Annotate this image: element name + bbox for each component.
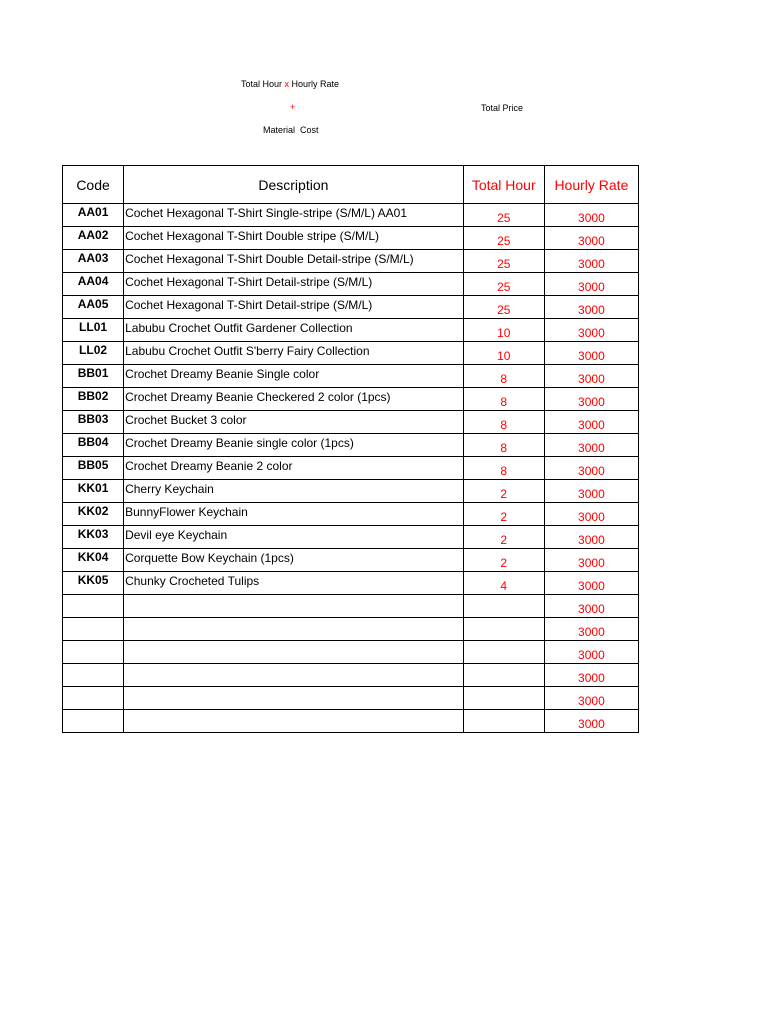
table-row[interactable] <box>63 503 639 526</box>
hourly-rate-cell[interactable]: 3000 <box>544 480 638 503</box>
description-cell[interactable]: Crochet Bucket 3 color <box>124 411 464 434</box>
total-hour-cell[interactable]: 25 <box>463 204 544 227</box>
description-cell[interactable]: Chunky Crocheted Tulips <box>124 572 464 595</box>
table-row[interactable] <box>63 434 639 457</box>
code-cell[interactable] <box>63 710 124 733</box>
header-code: Code <box>63 166 124 204</box>
table-row[interactable] <box>63 572 639 595</box>
formula-plus-sign: + <box>290 102 296 112</box>
hourly-rate-cell[interactable]: 3000 <box>544 526 638 549</box>
total-hour-cell[interactable] <box>463 618 544 641</box>
description-cell[interactable]: Devil eye Keychain <box>124 526 464 549</box>
hourly-rate-cell[interactable]: 3000 <box>544 434 638 457</box>
hourly-rate-cell[interactable]: 3000 <box>544 204 638 227</box>
hourly-rate-cell[interactable]: 3000 <box>544 296 638 319</box>
hourly-rate-cell[interactable]: 3000 <box>544 549 638 572</box>
code-cell[interactable]: LL02 <box>63 342 124 365</box>
total-hour-cell[interactable]: 8 <box>463 388 544 411</box>
code-cell[interactable] <box>63 641 124 664</box>
table-header-row <box>63 166 639 204</box>
total-hour-cell[interactable]: 10 <box>463 319 544 342</box>
hourly-rate-cell[interactable]: 3000 <box>544 319 638 342</box>
description-cell[interactable]: BunnyFlower Keychain <box>124 503 464 526</box>
hourly-rate-cell[interactable]: 3000 <box>544 365 638 388</box>
hourly-rate-cell[interactable]: 3000 <box>544 388 638 411</box>
total-hour-cell[interactable]: 8 <box>463 411 544 434</box>
header-description: Description <box>124 166 464 204</box>
code-cell[interactable]: BB05 <box>63 457 124 480</box>
total-hour-cell[interactable]: 2 <box>463 503 544 526</box>
table-row[interactable] <box>63 204 639 227</box>
total-hour-cell[interactable]: 10 <box>463 342 544 365</box>
formula-hourly-rate-text: Hourly Rate <box>289 79 340 89</box>
table-row[interactable] <box>63 365 639 388</box>
table-row[interactable] <box>63 296 639 319</box>
description-cell[interactable] <box>124 664 464 687</box>
total-hour-cell[interactable]: 25 <box>463 250 544 273</box>
table-row[interactable] <box>63 227 639 250</box>
code-cell[interactable]: LL01 <box>63 319 124 342</box>
total-hour-cell[interactable]: 25 <box>463 227 544 250</box>
table-body <box>63 204 639 733</box>
code-cell[interactable]: AA01 <box>63 204 124 227</box>
table-row[interactable] <box>63 549 639 572</box>
table-row[interactable] <box>63 618 639 641</box>
header-hourly-rate: Hourly Rate <box>544 166 638 204</box>
total-hour-cell[interactable]: 8 <box>463 365 544 388</box>
total-hour-cell[interactable]: 8 <box>463 434 544 457</box>
code-cell[interactable]: KK05 <box>63 572 124 595</box>
description-cell[interactable] <box>124 641 464 664</box>
hourly-rate-cell[interactable]: 3000 <box>544 273 638 296</box>
hourly-rate-cell[interactable]: 3000 <box>544 641 638 664</box>
total-hour-cell[interactable] <box>463 641 544 664</box>
description-cell[interactable] <box>124 595 464 618</box>
formula-total-hour-text: Total Hour <box>241 79 285 89</box>
total-hour-cell[interactable] <box>463 664 544 687</box>
description-cell[interactable]: Crochet Dreamy Beanie 2 color <box>124 457 464 480</box>
table-row[interactable] <box>63 480 639 503</box>
table-row[interactable] <box>63 457 639 480</box>
table-row[interactable] <box>63 411 639 434</box>
total-hour-cell[interactable] <box>463 710 544 733</box>
code-cell[interactable] <box>63 618 124 641</box>
table-row[interactable] <box>63 687 639 710</box>
code-cell[interactable]: BB01 <box>63 365 124 388</box>
table-row[interactable] <box>63 273 639 296</box>
hourly-rate-cell[interactable]: 3000 <box>544 342 638 365</box>
table-row[interactable] <box>63 319 639 342</box>
code-cell[interactable]: AA02 <box>63 227 124 250</box>
code-cell[interactable] <box>63 664 124 687</box>
total-hour-cell[interactable] <box>463 595 544 618</box>
table-row[interactable] <box>63 342 639 365</box>
code-cell[interactable]: KK02 <box>63 503 124 526</box>
description-cell[interactable]: Cochet Hexagonal T-Shirt Double Detail-stripe (S/M/L) <box>124 250 464 273</box>
header-total-hour: Total Hour <box>463 166 544 204</box>
table-row[interactable] <box>63 526 639 549</box>
description-cell[interactable]: Cochet Hexagonal T-Shirt Detail-stripe (S/M/L) <box>124 296 464 319</box>
code-cell[interactable]: BB02 <box>63 388 124 411</box>
code-cell[interactable]: AA05 <box>63 296 124 319</box>
description-cell[interactable]: Labubu Crochet Outfit Gardener Collection <box>124 319 464 342</box>
hourly-rate-cell[interactable]: 3000 <box>544 411 638 434</box>
description-cell[interactable]: Cherry Keychain <box>124 480 464 503</box>
description-cell[interactable]: Cochet Hexagonal T-Shirt Single-stripe (S/M/L) AA01 <box>124 204 464 227</box>
total-hour-cell[interactable]: 4 <box>463 572 544 595</box>
code-cell[interactable]: BB03 <box>63 411 124 434</box>
description-cell[interactable]: Crochet Dreamy Beanie Checkered 2 color (1pcs) <box>124 388 464 411</box>
description-cell[interactable]: Cochet Hexagonal T-Shirt Detail-stripe (S/M/L) <box>124 273 464 296</box>
formula-multiply-sign: x <box>284 79 290 89</box>
description-cell[interactable] <box>124 687 464 710</box>
code-cell[interactable] <box>63 595 124 618</box>
description-cell[interactable]: Crochet Dreamy Beanie Single color <box>124 365 464 388</box>
total-hour-cell[interactable]: 25 <box>463 273 544 296</box>
hourly-rate-cell[interactable]: 3000 <box>544 618 638 641</box>
hourly-rate-cell[interactable]: 3000 <box>544 572 638 595</box>
table-row[interactable] <box>63 710 639 733</box>
total-hour-cell[interactable]: 2 <box>463 549 544 572</box>
hourly-rate-cell[interactable]: 3000 <box>544 687 638 710</box>
code-cell[interactable]: KK03 <box>63 526 124 549</box>
hourly-rate-cell[interactable]: 3000 <box>544 595 638 618</box>
hourly-rate-cell[interactable]: 3000 <box>544 457 638 480</box>
code-cell[interactable] <box>63 687 124 710</box>
table-row[interactable] <box>63 388 639 411</box>
table-row[interactable] <box>63 641 639 664</box>
total-hour-cell[interactable]: 2 <box>463 526 544 549</box>
code-cell[interactable]: BB04 <box>63 434 124 457</box>
hourly-rate-cell[interactable]: 3000 <box>544 250 638 273</box>
description-cell[interactable] <box>124 710 464 733</box>
code-cell[interactable]: KK01 <box>63 480 124 503</box>
hourly-rate-cell[interactable]: 3000 <box>544 664 638 687</box>
total-hour-cell[interactable] <box>463 687 544 710</box>
code-cell[interactable]: KK04 <box>63 549 124 572</box>
hourly-rate-cell[interactable]: 3000 <box>544 227 638 250</box>
formula-material-cost: Material Cost <box>263 125 319 135</box>
table-row[interactable] <box>63 664 639 687</box>
formula-hours-times-rate <box>241 79 339 89</box>
description-cell[interactable]: Cochet Hexagonal T-Shirt Double stripe (S/M/L) <box>124 227 464 250</box>
table-row[interactable] <box>63 250 639 273</box>
total-hour-cell[interactable]: 25 <box>463 296 544 319</box>
price-table <box>62 165 639 733</box>
hourly-rate-cell[interactable]: 3000 <box>544 503 638 526</box>
table-row[interactable] <box>63 595 639 618</box>
total-hour-cell[interactable]: 8 <box>463 457 544 480</box>
code-cell[interactable]: AA04 <box>63 273 124 296</box>
description-cell[interactable]: Corquette Bow Keychain (1pcs) <box>124 549 464 572</box>
formula-total-price: Total Price <box>481 103 524 113</box>
total-hour-cell[interactable]: 2 <box>463 480 544 503</box>
description-cell[interactable]: Crochet Dreamy Beanie single color (1pcs) <box>124 434 464 457</box>
code-cell[interactable]: AA03 <box>63 250 124 273</box>
description-cell[interactable]: Labubu Crochet Outfit S'berry Fairy Collection <box>124 342 464 365</box>
description-cell[interactable] <box>124 618 464 641</box>
hourly-rate-cell[interactable]: 3000 <box>544 710 638 733</box>
